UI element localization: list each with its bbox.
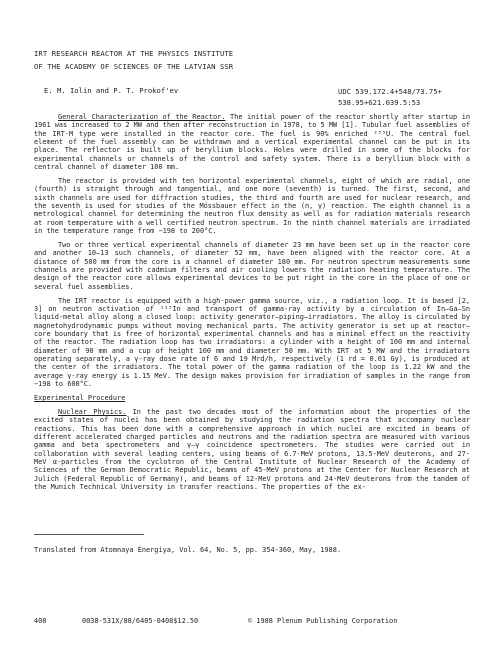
paragraph-general-text: The initial power of the reactor shortly after startup in 1961 was increased to 2 MW and then after reconstruction in 1978, to 5 MW [1]. Tubular fuel assemblies of the IRT-M type were installed in the reactor core. The fuel is 90% enriched ²³⁵U. The central fuel element of the fuel assembly can be withdrawn and a vertical experimental channel can be put in its place. The reflector is built up of beryllium blocks. Holes were drilled in some of the blocks for experimental channels or channels of the control and safety system. There is a beryllium block with a central channel of diameter 100 mm. — [34, 113, 470, 172]
udc-line-2: 538.95+621.039.5:53 — [338, 98, 421, 107]
section-heading-general: General Characterization of the Reactor. — [58, 113, 226, 121]
paragraph-general — [34, 113, 470, 171]
copyright: © 1988 Plenum Publishing Corporation — [248, 617, 398, 625]
paragraph-nuclear-text: In the past two decades most of the information about the properties of the excited states of nuclei has been obtained by studying the radiation spectra that accompany nuclear reactions. This has been done with a comprehensive approach in which nuclei are excited in beams of different accelerated charged particles and neutrons and the radiation spectra are measured with various gamma and beta spectrometers and γ–γ coincidence spectrometers. The studies were carried out in collaboration with several leading centers, using beams of 6.7-MeV protons, 13.5-MeV deuterons, and 27-MeV α-particles from the cyclotron of the Central Institute of Nuclear Research of the Academy of Sciences of the German Democratic Republic, beams of 45-MeV protons at the Center for Nuclear Research at Julich (Federal Republic of Germany), and beams of 12-MeV protons and 24-MeV deuterons from the tandem of the Munich Technical University in transfer reactions. The properties of the ex- — [34, 407, 470, 492]
footnote-rule — [34, 534, 144, 535]
title-line-2: OF THE ACADEMY OF SCIENCES OF THE LATVIAN SSR — [34, 61, 234, 71]
page-number: 408 — [34, 617, 47, 625]
translation-note: Translated from Atomnaya Énergiya, Vol. 64, No. 5, pp. 354-360, May, 1988. — [34, 546, 341, 554]
paper-title — [34, 48, 233, 73]
paragraph-nuclear-physics — [34, 408, 470, 491]
title-line-1: IRT RESEARCH REACTOR AT THE PHYSICS INSTITUTE — [34, 49, 234, 58]
udc-classification — [338, 86, 442, 108]
issn-code: 0038-531X/88/6405-0408$12.50 — [82, 617, 199, 625]
article-body — [34, 113, 470, 497]
paragraph-vertical-channels: Two or three vertical experimental channels of diameter 23 mm have been set up in the reactor core and another 10–13 such channels, of diameter 52 mm, have been aligned with the reactor core. At a distance of 500 mm from the core is a channel of diameter 180 mm. For neutron spectrum measurements some channels are provided with cadmium filters and air cooling lowers the radiation heating temperature. The design of the reactor core allows experimental devices to be put right in the core in the place of one or several fuel assemblies. — [34, 241, 470, 291]
experimental-heading-text: Experimental Procedure — [34, 394, 126, 403]
section-heading-nuclear: Nuclear Physics. — [58, 407, 127, 416]
section-heading-experimental — [34, 394, 470, 402]
udc-line-1: UDC 539.172.4+548/73.75+ — [338, 87, 442, 96]
authors: E. M. Iolin and P. T. Prokof'ev — [44, 86, 179, 95]
paragraph-radiation-loop: The IRT reactor is equipped with a high-power gamma source, viz., a radiation loop. It is based [2, 3] on neutron activation of ¹¹⁵In and transport of gamma-ray activity by a circulation of In–Ga–Sn liquid-metal alloy along a closed loop: activity generator–piping–irradiators. The alloy is circulated by magnetohydrodynamic pumps without moving mechanical parts. The activity generator is set up at reactor–core boundary that is free of horizontal experimental channels and has a minimal effect on the reactivity of the reactor. The radiation loop has two irradiators: a cylinder with a height of 100 mm and internal diameter of 90 mm and a cup of height 100 mm and diameter 50 mm. With IRT at 5 MW and the irradiators operating separately, a γ-ray dose rate of 6 and 19 Mrd/h, respectively (1 rd = 0.01 Gy), is produced at the center of the irradiators. The total power of the gamma radiation of the loop is 1.22 kW and the average γ-ray energy is 1.15 MeV. The design makes provision for irradiation of samples in the range from −198 to 600°C. — [34, 296, 470, 389]
paragraph-horizontal-channels: The reactor is provided with ten horizontal experimental channels, eight of which are radial, one (fourth) is straight through and tangential, and one more (seventh) is turned. The first, second, and sixth channels are used for diffraction studies, the third and fourth are used for nuclear research, and the seventh is used for studies of the Mössbauer effect in the (n, γ) reaction. The eighth channel is a metrological channel for determining the neutron flux density as well as for radiation materials research at room temperature with a well certified neutron spectrum. In the ninth channel materials are irradiated in the temperature range from −198 to 200°C. — [34, 177, 470, 236]
